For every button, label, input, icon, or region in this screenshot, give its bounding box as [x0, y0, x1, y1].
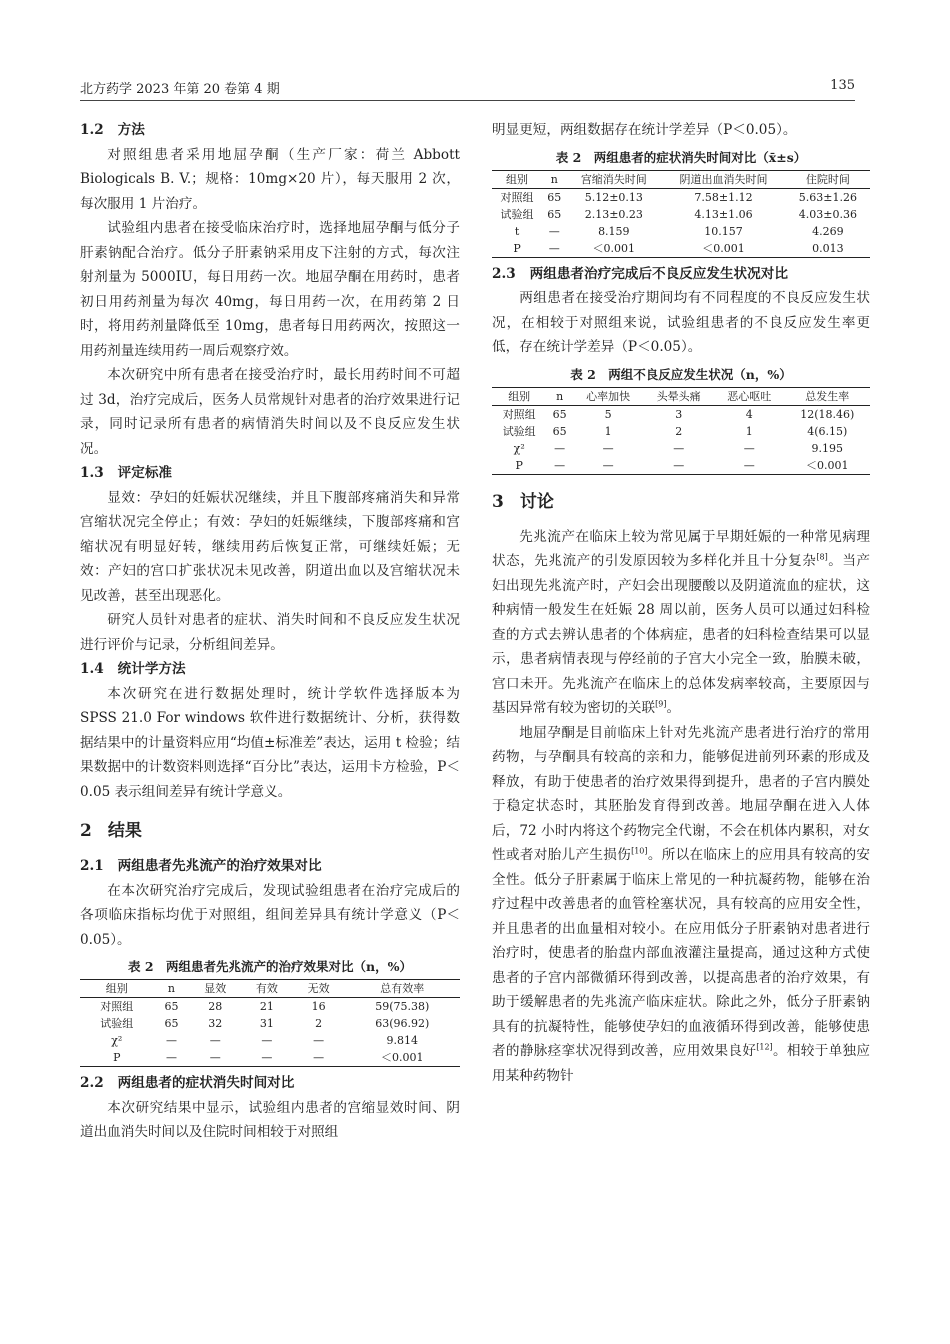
paragraph: 两组患者在接受治疗期间均有不同程度的不良反应发生状况，在相较于对照组来说，试验组患者的不良反应发生率更低，存在统计学差异（P＜0.05）。 — [492, 290, 870, 355]
left-column — [80, 118, 460, 1145]
efficacy-table: 组别 n 显效 有效 无效 总有效率 对照组 65 28 21 16 59(75.38) 试验组 65 32 31 2 63(96.92) χ² — — — — 9.814 P — — — — ＜0.001 — [80, 979, 460, 1067]
table-row: t — 8.159 10.157 4.269 — [514, 224, 844, 238]
table-row: 对照组 65 5.12±0.13 7.58±1.12 5.63±1.26 — [500, 190, 857, 204]
table-row: 试验组 65 32 31 2 63(96.92) — [100, 1017, 430, 1030]
table-row: 对照组 65 5 3 4 12(18.46) — [502, 407, 855, 421]
citation[interactable]: [8] — [816, 552, 828, 562]
paragraph: 本次研究在进行数据处理时，统计学软件选择版本为 SPSS 21.0 For windows 软件进行数据统计、分析，获得数据结果中的计量资料应用“均值±标准差”表达，运用 t 检验；结果数据中的计数资料则选择“百分比”表达，运用卡方检验，P＜0.05 表示组间差异有统计学意义。 — [80, 685, 460, 800]
table-row: χ² — — — — 9.814 — [111, 1034, 418, 1047]
table-row: P — — — — ＜0.001 — [492, 457, 870, 475]
citation[interactable]: [9] — [655, 699, 667, 709]
citation[interactable]: [12] — [756, 1042, 773, 1052]
section-heading: 2 结果 — [80, 821, 142, 841]
table-caption: 表 2 两组不良反应发生状况（n，%） — [570, 366, 792, 382]
page-header — [80, 76, 855, 101]
section-heading: 2.3 两组患者治疗完成后不良反应发生状况对比 — [492, 265, 788, 282]
table-row: 试验组 65 1 2 1 4(6.15) — [502, 424, 848, 438]
section-heading: 2.1 两组患者先兆流产的治疗效果对比 — [80, 858, 322, 874]
section-heading: 1.2 方法 — [80, 122, 145, 138]
paragraph: 在本次研究治疗完成后，发现试验组患者在治疗完成后的各项临床指标均优于对照组，组间差异具有统计学意义（P＜0.05）。 — [80, 882, 460, 948]
section-heading: 1.4 统计学方法 — [80, 661, 186, 677]
adverse-reaction-table: 组别 n 心率加快 头晕头痛 恶心呕吐 总发生率 对照组 65 5 3 4 12(18.46) 试验组 65 1 2 1 4(6.15) χ² — — — — 9.195 P — — — — ＜0.001 — [492, 387, 870, 475]
paragraph: 本次研究中所有患者在接受治疗时，最长用药时间不可超过 3d，治疗完成后，医务人员常规针对患者的治疗效果进行记录，同时记录所有患者的病情消失时间以及不良反应发生状况。 — [80, 367, 460, 457]
paragraph: 研究人员针对患者的症状、消失时间和不良反应发生状况进行评价与记录，分析组间差异。 — [80, 612, 460, 653]
table-row: P — ＜0.001 ＜0.001 0.013 — [492, 240, 870, 258]
symptom-time-table: 组别 n 宫缩消失时间 阴道出血消失时间 住院时间 对照组 65 5.12±0.13 7.58±1.12 5.63±1.26 试验组 65 2.13±0.23 4.13±1.06 4.03±0.36 t — 8.159 10.157 4.269 P — ＜0.001 ＜0.001 0.013 — [492, 170, 870, 258]
table-caption: 表 2 两组患者的症状消失时间对比（x̄±s） — [555, 149, 807, 165]
section-heading: 2.2 两组患者的症状消失时间对比 — [80, 1075, 295, 1091]
citation[interactable]: [10] — [631, 846, 648, 856]
table-row: 试验组 65 2.13±0.23 4.13±1.06 4.03±0.36 — [500, 207, 857, 221]
right-column — [492, 118, 870, 1088]
paragraph: 明显更短，两组数据存在统计学差异（P＜0.05）。 — [492, 122, 797, 138]
paragraph: 地屈孕酮是目前临床上针对先兆流产患者进行治疗的常用药物，与孕酮具有较高的亲和力，能够促进前列环素的形成及释放，有助于使患者的治疗效果得到提升，患者的子宫内膜处于稳定状态时，其胚胎发育得到改善。地屈孕酮在进入人体后，72 小时内将这个药物完全代谢，不会在机体内累积，对女性或者对胎儿产生损伤[10]。所以在临床上的应用具有较高的安全性。低分子肝素属于临床上常见的一种抗凝药物，能够在治疗过程中改善患者的血管栓塞状况，具有较高的应用安全性，并且患者的出血量相对较小。在应用低分子肝素钠对患者进行治疗时，使患者的胎盘内部血液灌注量提高，通过这种方式使患者的子宫内部微循环得到改善，以提高患者的治疗效果，有助于缓解患者的先兆流产临床症状。除此之外，低分子肝素钠具有的抗凝特性，能够使孕妇的血液循环得到改善，能够使患者的静脉痉挛状况得到改善，应用效果良好[12]。相较于单独应用某种药物针 — [492, 724, 871, 1084]
section-heading: 1.3 评定标准 — [80, 465, 173, 481]
table-row: χ² — — — — 9.195 — [513, 441, 844, 455]
section-heading: 3 讨论 — [492, 491, 554, 512]
page-number: 135 — [830, 78, 855, 93]
table-row: P — — — — ＜0.001 — [80, 1049, 460, 1067]
paragraph: 本次研究结果中显示，试验组内患者的宫缩显效时间、阴道出血消失时间以及住院时间相较于对照组 — [80, 1099, 460, 1140]
paragraph: 试验组内患者在接受临床治疗时，选择地屈孕酮与低分子肝素钠配合治疗。低分子肝素钠采用皮下注射的方式，每次注射剂量为 5000IU，每日用药一次。地屈孕酮在用药时，患者初日用药剂量为每次 40mg，每日用药一次，在用药第 2 日时，将用药剂量降低至 10mg，患者每日用药两次，按照这一用药剂量连续用药一周后观察疗效。 — [80, 220, 460, 359]
journal-title: 北方药学 2023 年第 20 卷第 4 期 — [80, 82, 280, 97]
paragraph: 先兆流产在临床上较为常见属于早期妊娠的一种常见病理状态，先兆流产的引发原因较为多样化并且十分复杂[8]。当产妇出现先兆流产时，产妇会出现腰酸以及阴道流血的症状，这种病情一般发生在妊娠 28 周以前，医务人员可以通过妇科检查的方式去辨认患者的个体病症，患者的妇科检查结果可以显示，患者病情表现与停经前的子宫大小完全一致，胎膜未破，宫口未开。先兆流产在临床上的总体发病率较高，主要原因与基因异常有较为密切的关联[9]。 — [492, 528, 871, 716]
table-caption: 表 2 两组患者先兆流产的治疗效果对比（n，%） — [127, 959, 413, 974]
paragraph: 显效：孕妇的妊娠状况继续，并且下腹部疼痛消失和异常宫缩状况完全停止；有效：孕妇的妊娠继续，下腹部疼痛和宫缩状况有明显好转，继续用药后恢复正常，可继续妊娠；无效：产妇的宫口扩张状况未见改善，阴道出血以及宫缩状况未见改善，甚至出现恶化。 — [80, 489, 460, 604]
table-row: 对照组 65 28 21 16 59(75.38) — [100, 1000, 430, 1013]
paragraph: 对照组患者采用地屈孕酮（生产厂家：荷兰 Abbott Biologicals B. V.；规格：10mg×20 片），每天服用 2 次，每次服用 1 片治疗。 — [80, 146, 460, 212]
